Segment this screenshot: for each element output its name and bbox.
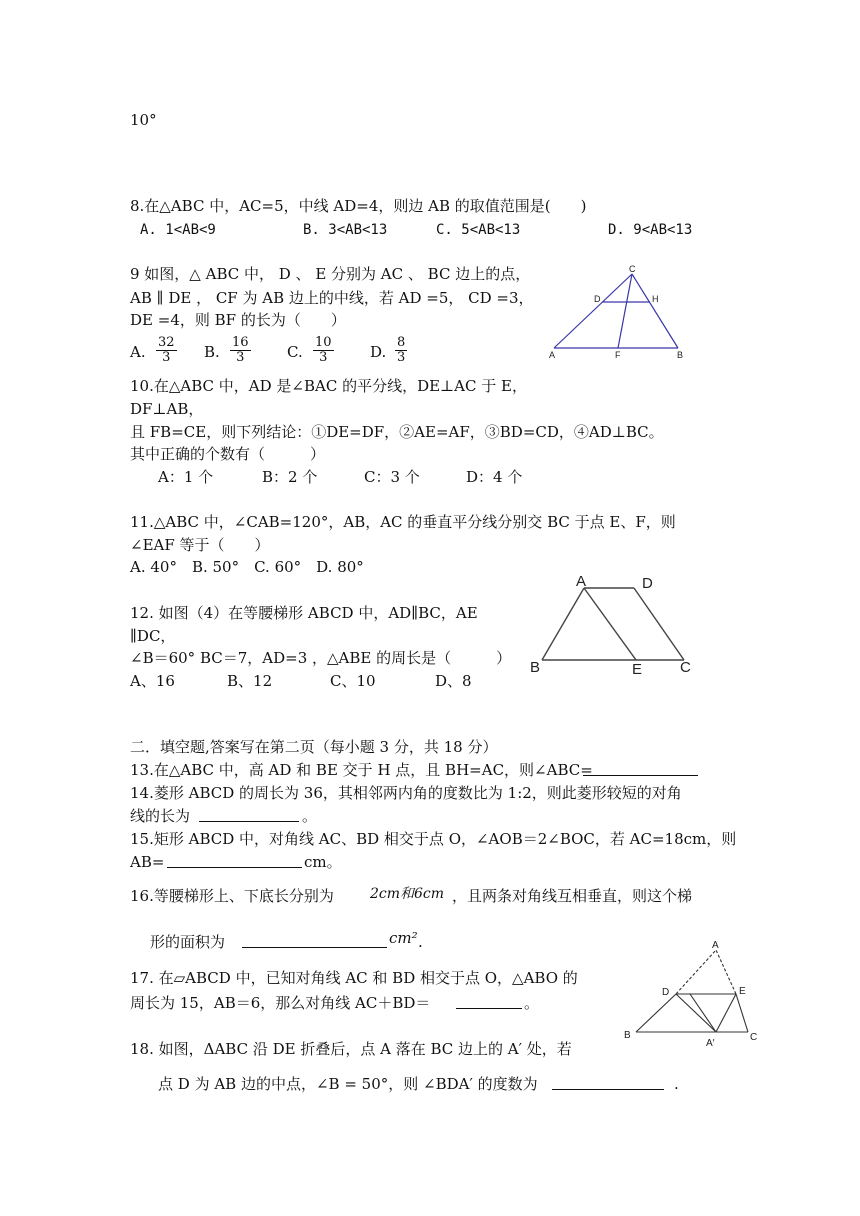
q18-dashed-da [676,950,716,994]
q8-stem: 8.在△ABC 中，AC=5，中线 AD=4，则边 AB 的取值范围是( ) [130,197,587,215]
q12-option-c: C、10 [330,672,376,690]
q12-line3: ∠B＝60° BC＝7，AD=3 ，△ABE 的周长是（ ） [130,649,512,667]
q12-option-d: D、8 [435,672,472,690]
q15-line2: AB= [130,853,165,871]
q16-line1-b: ，且两条对角线互相垂直，则这个梯 [452,887,693,905]
q9-option-a-den: 3 [162,350,171,365]
q16-formula: 2cm和6cm [370,886,445,902]
q12-option-a: A、16 [130,672,175,690]
q12-trapezoid-figure [524,572,704,682]
q9-line1: 9 如图，△ ABC 中， D 、 E 分别为 AC 、 BC 边上的点， [130,265,531,283]
q11-line2: ∠EAF 等于（ ） [130,536,270,554]
q12-label-e: E [632,661,643,678]
q18-segment-da-prime [676,994,716,1032]
q9-label-a: A [549,350,556,360]
q9-option-d-num: 8 [397,335,406,350]
q18-line1: 18. 如图，ΔABC 沿 DE 折叠后，点 A 落在 BC 边上的 A′ 处，若 [130,1040,572,1058]
q8-option-d: D. 9<AB<13 [608,222,693,238]
q10-line4: 其中正确的个数有（ ） [130,445,326,463]
q18-label-a-prime: A′ [706,1038,715,1049]
q9-label-f: F [615,350,621,360]
q11-options: A. 40° B. 50° C. 60° D. 80° [130,558,364,576]
q9-option-c-fraction [313,336,334,365]
q8-option-b: B. 3<AB<13 [303,222,388,238]
q7-tail: 10° [130,111,157,129]
q12-option-b: B、12 [227,672,273,690]
q18-label-a: A [712,940,719,951]
q12-line2: ∥DC， [130,627,176,645]
q9-line3: DE =4，则 BF 的长为（ ） [130,311,346,329]
q8-option-c: C. 5<AB<13 [436,222,521,238]
q17-line1: 17. 在▱ABCD 中，已知对角线 AC 和 BD 相交于点 O，△ABO 的 [130,969,578,987]
q9-option-a-num: 32 [158,335,175,350]
q17-answer-blank[interactable] [456,1008,522,1009]
q12-edge-dc [634,588,684,660]
q12-line1: 12. 如图（4）在等腰梯形 ABCD 中，AD∥BC，AE [130,604,478,622]
q8-option-a: A. 1<AB<9 [140,222,216,238]
q18-inner-line [690,994,716,1032]
q9-label-h: H [652,294,659,304]
section2-heading: 二．填空题,答案写在第二页（每小题 3 分，共 18 分） [130,738,498,756]
q9-label-b: B [677,350,684,360]
q15-answer-blank[interactable] [167,867,302,868]
q12-label-b: B [530,659,541,676]
q12-edge-ab [542,588,584,660]
q12-label-a: A [576,573,587,590]
q18-line2: 点 D 为 AB 边的中点，∠B = 50°，则 ∠BDA′ 的度数为 [158,1075,538,1093]
q9-option-c-letter: C. [287,343,303,361]
q9-option-b-num: 16 [232,335,249,350]
q10-line2: DF⊥AB， [130,400,204,418]
q12-label-c: C [680,659,691,676]
q15-unit: cm。 [304,853,342,871]
q18-answer-blank[interactable] [552,1089,664,1090]
q9-edge-bc [632,274,678,348]
q9-option-b-den: 3 [236,350,245,365]
q9-option-a-letter: A. [130,343,146,361]
q18-edge-ec [736,994,748,1032]
q13-text: 13.在△ABC 中，高 AD 和 BE 交于 H 点，且 BH=AC，则∠ABC= [130,761,593,779]
q9-option-a-fraction [156,336,177,365]
q18-dashed-ea [716,950,736,994]
q18-label-b: B [624,1030,631,1041]
q16-answer-blank[interactable] [242,947,387,948]
q16-end: . [418,933,423,951]
q18-fold-figure [616,938,766,1050]
q15-line1: 15.矩形 ABCD 中，对角线 AC、BD 相交于点 O，∠AOB＝2∠BOC，若 AC=18cm，则 [130,830,737,848]
q16-line1-a: 16.等腰梯形上、下底长分别为 [130,887,334,905]
q18-end: . [674,1075,679,1093]
q14-answer-blank[interactable] [199,821,299,822]
q9-option-d-letter: D. [370,343,387,361]
q12-segment-ae [584,588,636,660]
q14-line2: 线的长为 [130,807,191,825]
q9-option-d-fraction [395,336,407,365]
q12-label-d: D [642,575,653,592]
q9-label-d: D [594,294,601,304]
q9-triangle-figure [540,262,690,362]
q14-end: 。 [302,807,318,825]
q18-label-e: E [739,986,746,997]
q9-label-c: C [629,264,636,274]
q9-option-b-fraction [230,336,251,365]
q17-end: 。 [524,994,540,1012]
q17-line2: 周长为 15，AB＝6，那么对角线 AC＋BD＝ [130,994,431,1012]
q11-line1: 11.△ABC 中，∠CAB=120°，AB，AC 的垂直平分线分别交 BC 于点 E、F，则 [130,513,676,531]
q10-line1: 10.在△ABC 中，AD 是∠BAC 的平分线，DE⊥AC 于 E， [130,377,527,395]
q18-label-d: D [662,987,670,998]
q9-line2: AB ∥ DE ， CF 为 AB 边上的中线，若 AD =5， CD =3， [130,289,534,307]
q9-option-d-den: 3 [397,350,406,365]
q10-option-b: B：2 个 [262,468,318,486]
q9-option-c-num: 10 [315,335,332,350]
q10-option-a: A：1 个 [158,468,214,486]
q10-line3: 且 FB=CE，则下列结论：①DE=DF，②AE=AF，③BD=CD，④AD⊥BC。 [130,423,664,441]
q10-option-d: D：4 个 [466,468,523,486]
q10-option-c: C：3 个 [364,468,420,486]
q9-option-c-den: 3 [319,350,328,365]
q18-label-c: C [750,1032,758,1043]
q14-line1: 14.菱形 ABCD 的周长为 36，其相邻两内角的度数比为 1:2，则此菱形较短的对角 [130,784,682,802]
q9-option-b-letter: B. [204,343,220,361]
q16-line2: 形的面积为 [150,933,226,951]
q18-edge-bd [636,994,676,1032]
q16-unit: cm² [389,929,418,947]
q13-answer-blank[interactable] [583,775,698,776]
q18-segment-ea-prime [716,994,736,1032]
